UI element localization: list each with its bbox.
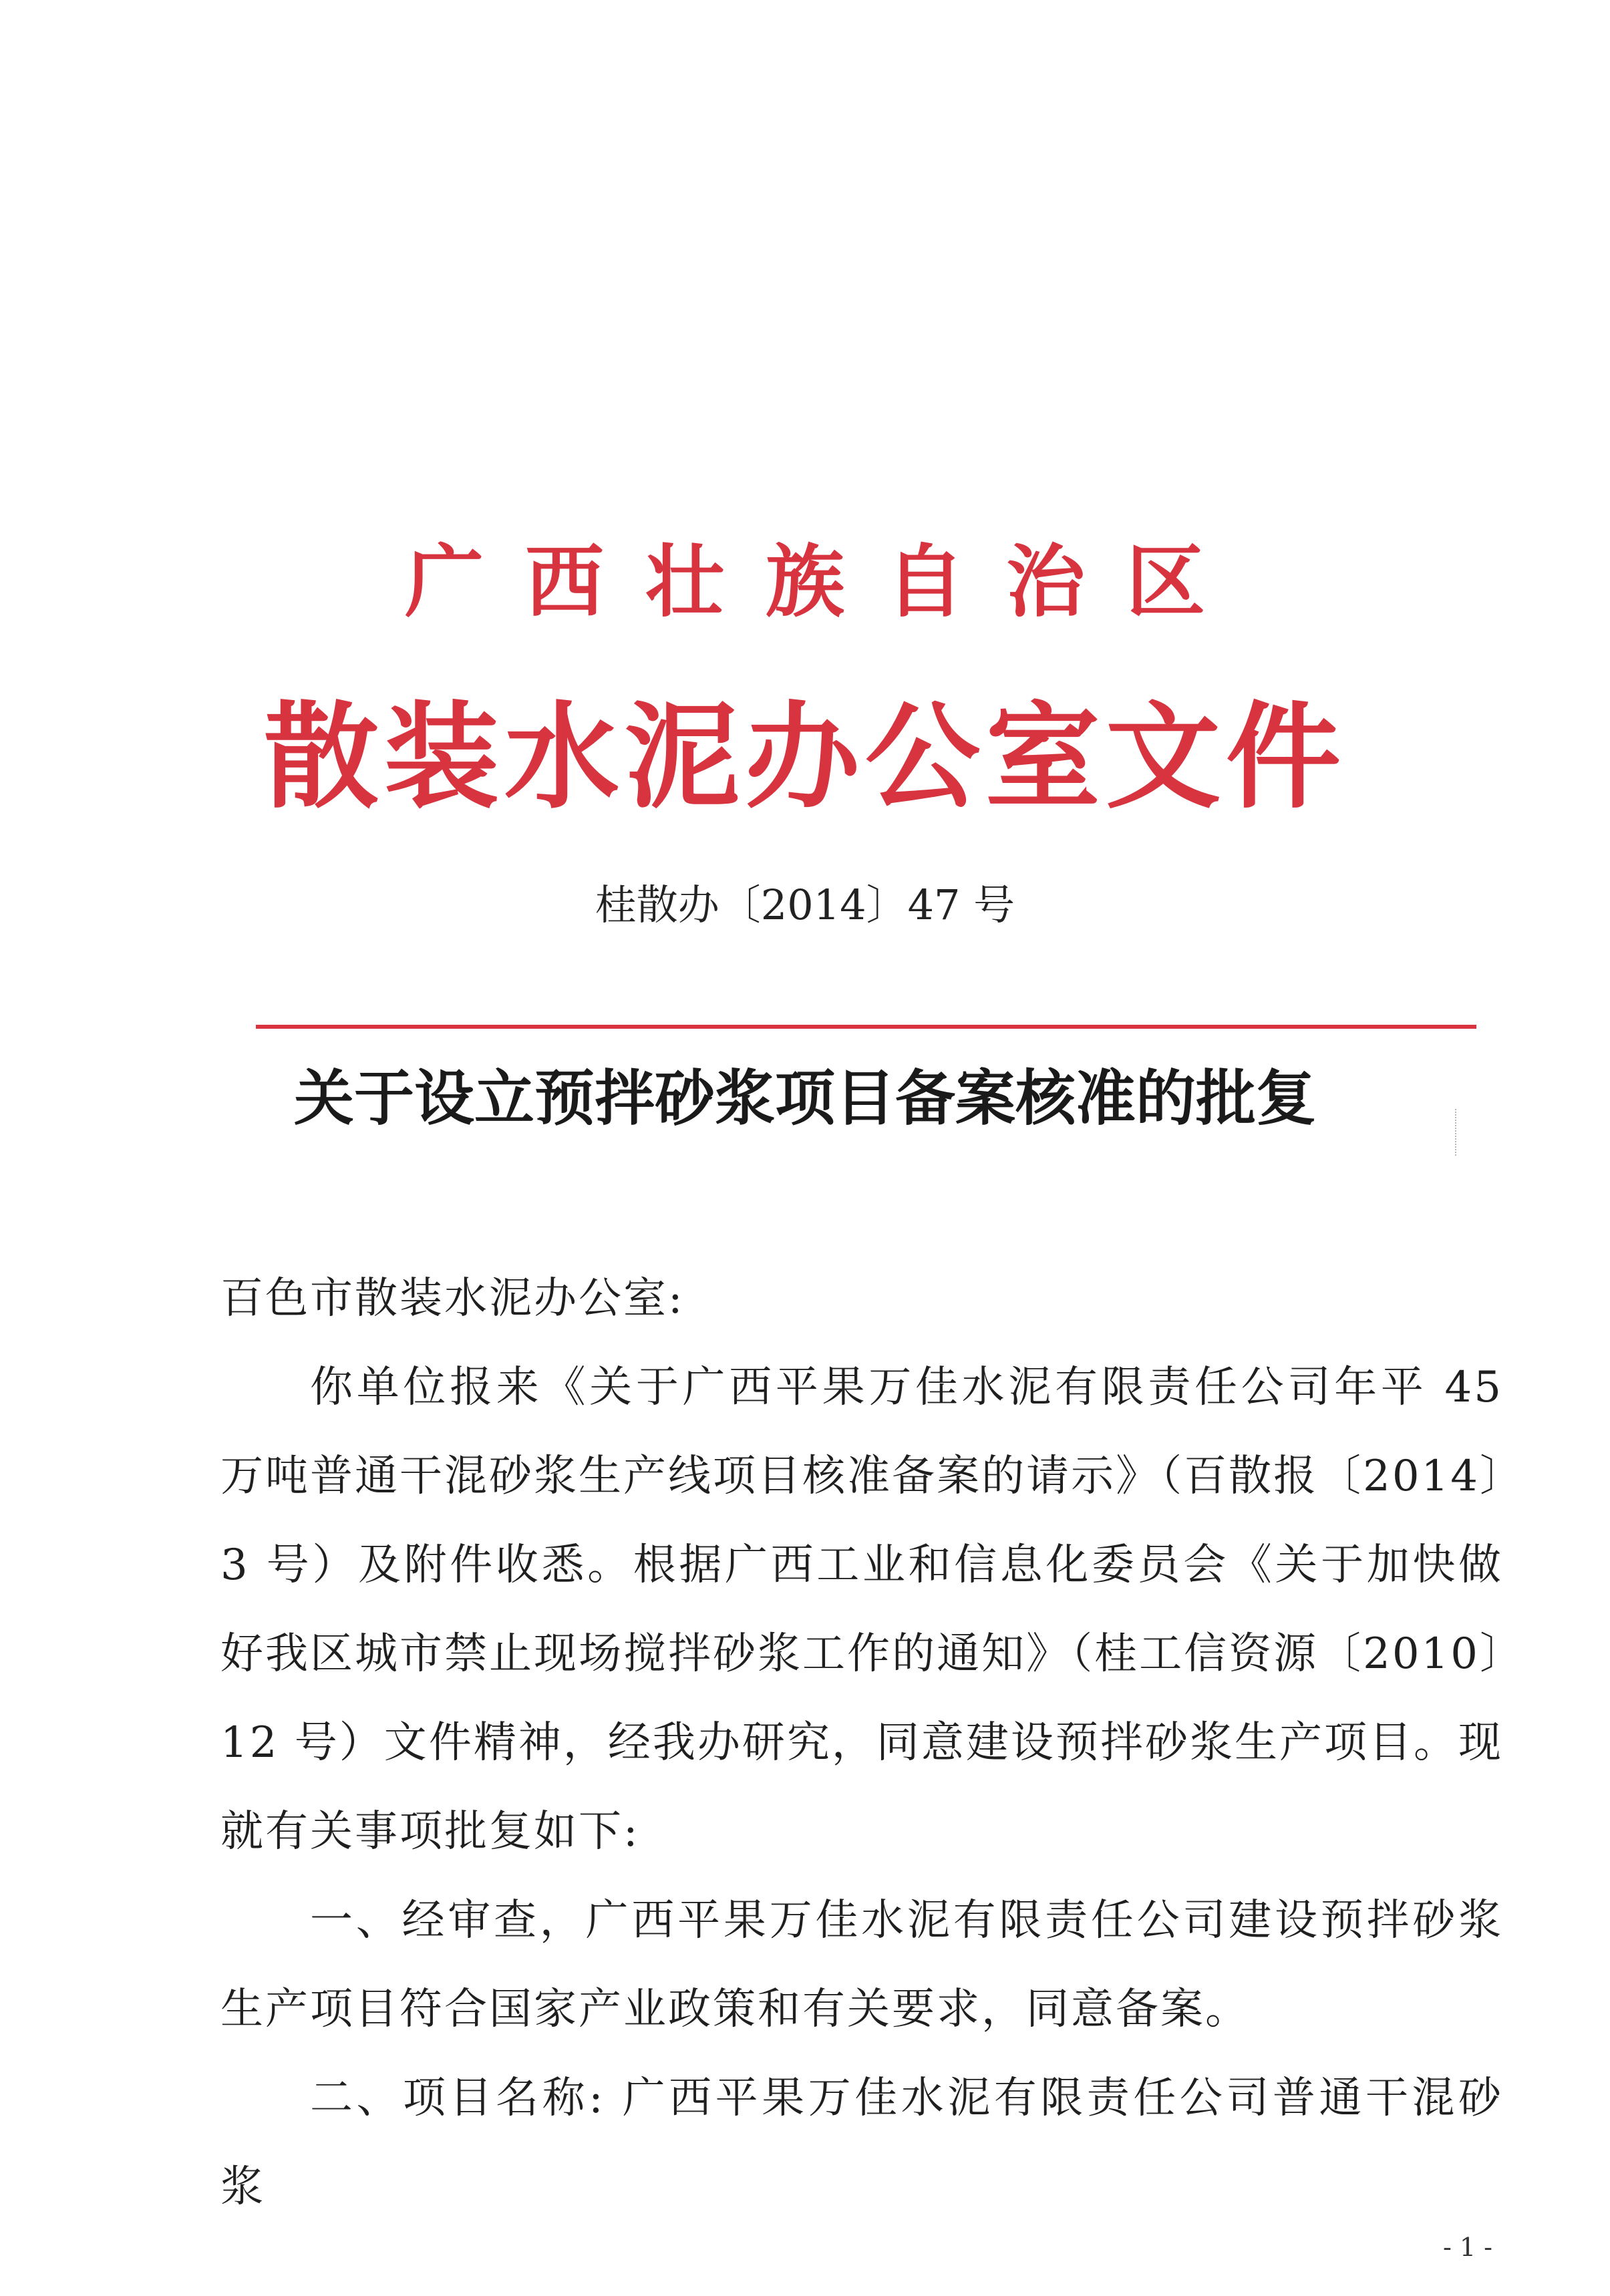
body-paragraph-2: 一、经审查，广西平果万佳水泥有限责任公司建设预拌砂浆生产项目符合国家产业政策和有关要求，同意备案。 [220,1896,1503,2034]
salutation: 百色市散装水泥办公室: [220,1274,685,1323]
page-number: - 1 - [1443,2233,1493,2262]
document-number: 桂散办〔2014〕47 号 [595,880,1015,929]
scan-artifact-mark [1455,1109,1459,1156]
body-paragraph-3: 二、项目名称: 广西平果万佳水泥有限责任公司普通干混砂浆 [220,2074,1503,2212]
issuing-region-heading: 广西壮族自治区 [404,535,1247,628]
red-separator-line [256,1025,1476,1029]
document-title: 关于设立预拌砂浆项目备案核准的批复 [294,1063,1316,1134]
issuing-office-heading: 散装水泥办公室文件 [264,689,1346,824]
document-body [220,1255,1503,2232]
body-paragraph-1: 你单位报来《关于广西平果万佳水泥有限责任公司年平 45 万吨普通干混砂浆生产线项目核准备案的请示》（百散报〔2014〕3 号）及附件收悉。根据广西工业和信息化委员会《关于加快做好我区城市禁止现场搅拌砂浆工作的通知》（桂工信资源〔2010〕12 号）文件精神，经我办研究，同意建设预拌砂浆生产项目。现就有关事项批复如下: [220,1363,1503,1856]
